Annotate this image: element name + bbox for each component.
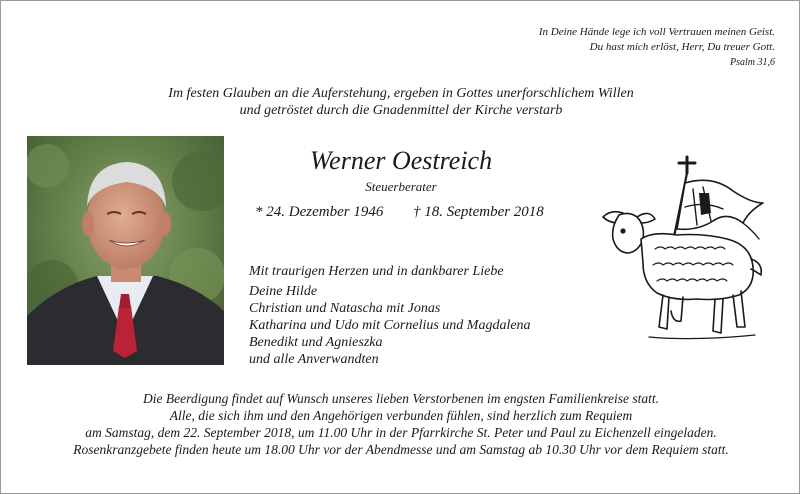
- portrait-photo: [27, 136, 224, 365]
- footer-line-2: Alle, die sich ihm und den Angehörigen verbunden fühlen, sind herzlich zum Requiem: [169, 408, 633, 423]
- intro-text: [1, 85, 800, 119]
- portrait-illustration: [27, 136, 224, 365]
- mourner-name: Christian und Natascha mit Jonas: [249, 301, 441, 316]
- psalm-reference: Psalm 31,6: [730, 57, 775, 68]
- mourners-lead: Mit traurigen Herzen und in dankbarer Liebe: [249, 264, 504, 279]
- funeral-information: [1, 390, 800, 458]
- mourner-name: Katharina und Udo mit Cornelius und Magdalena: [249, 318, 531, 333]
- mourner-name: Deine Hilde: [249, 284, 318, 299]
- mourners-block: [249, 263, 531, 368]
- birth-date: * 24. Dezember 1946: [255, 204, 384, 220]
- footer-line-4: Rosenkranzgebete finden heute um 18.00 Uhr vor der Abendmesse und am Samstag ab 10.30 Uhr vor dem Requiem statt.: [73, 442, 729, 457]
- deceased-profession: Steuerberater: [365, 179, 437, 194]
- footer-line-3: am Samstag, dem 22. September 2018, um 11.00 Uhr in der Pfarrkirche St. Peter und Paul zu Eichenzell eingeladen.: [85, 425, 717, 440]
- death-date: † 18. September 2018: [413, 204, 544, 220]
- intro-line-2: und getröstet durch die Gnadenmittel der Kirche verstarb: [239, 103, 563, 118]
- intro-line-1: Im festen Glauben an die Auferstehung, ergeben in Gottes unerforschlichem Willen: [168, 86, 634, 101]
- lamb-of-god-icon: [593, 151, 783, 351]
- mourner-name: und alle Anverwandten: [249, 352, 379, 367]
- mourner-name: Benedikt und Agnieszka: [249, 335, 383, 350]
- psalm-line-1: In Deine Hände lege ich voll Vertrauen meinen Geist.: [538, 26, 775, 38]
- deceased-name: Werner Oestreich: [309, 146, 493, 175]
- psalm-quote: [539, 25, 775, 70]
- footer-line-1: Die Beerdigung findet auf Wunsch unseres lieben Verstorbenen im engsten Familienkreise statt.: [143, 391, 659, 406]
- psalm-line-2: Du hast mich erlöst, Herr, Du treuer Gott.: [589, 41, 775, 53]
